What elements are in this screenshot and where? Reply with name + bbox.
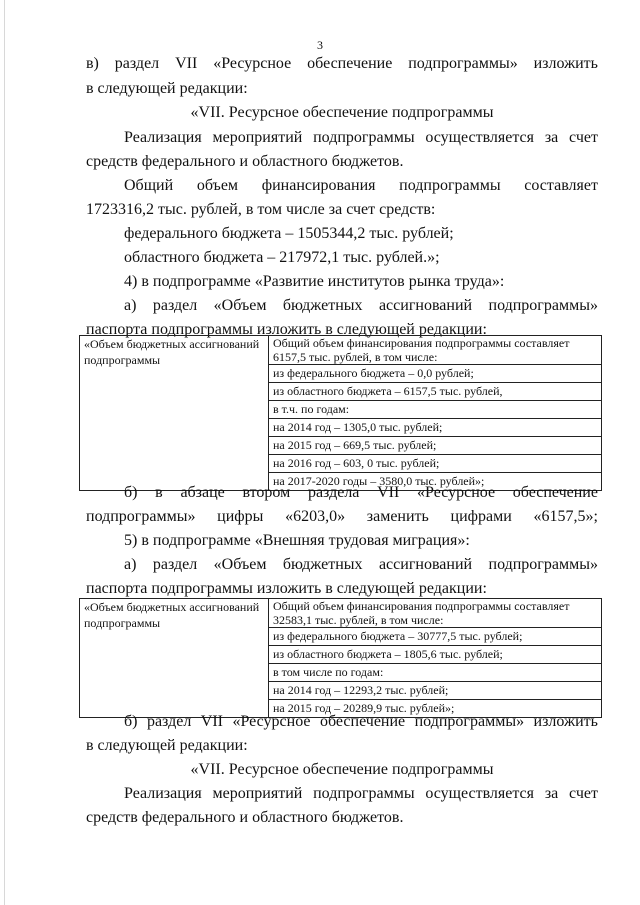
passport-table-2 [79, 598, 602, 718]
table-1-row: на 2014 год – 1305,0 тыс. рублей; [269, 419, 601, 437]
para-11-line-1 [124, 712, 598, 732]
page-number: 3 [317, 38, 323, 52]
para-8-line-2 [86, 507, 598, 527]
para-10-line-1 [124, 555, 598, 575]
word: VII [175, 55, 198, 72]
word: абзаце [180, 484, 225, 501]
para-9: 5) в подпрограмме «Внешняя трудовая миграция»: [124, 532, 470, 549]
word: объем [196, 177, 239, 194]
word: за [544, 785, 559, 802]
para-3-line-1 [124, 176, 598, 196]
table-1-right-cell [269, 336, 602, 491]
word: б) [124, 484, 138, 501]
para-2-line-2: средств федерального и областного бюджетов. [86, 153, 404, 170]
word: подпрограммы» [86, 508, 196, 525]
word: составляет [524, 177, 598, 194]
word: подпрограммы» [488, 297, 598, 314]
word: «6157,5»; [533, 508, 598, 525]
word: обеспечение [319, 713, 406, 730]
word: подпрограммы» [408, 55, 518, 72]
word: бюджетных [282, 556, 363, 573]
word: подпрограммы [399, 177, 501, 194]
word: раздел [114, 55, 160, 72]
para-12-line-1 [124, 784, 598, 804]
word: подпрограммы» [488, 556, 598, 573]
word: ассигнований [378, 297, 473, 314]
table-2-row: в том числе по годам: [269, 664, 601, 682]
word: Реализация [124, 129, 202, 146]
table-2-row: Общий объем финансирования подпрограммы составляет 32583,1 тыс. рублей, в том числе: [269, 599, 601, 628]
para-6: 4) в подпрограмме «Развитие институтов рынка труда»: [124, 273, 505, 290]
word: финансирования [261, 177, 376, 194]
para-10-line-2: паспорта подпрограммы изложить в следующей редакции: [86, 580, 487, 597]
section-heading-1: «VII. Ресурсное обеспечение подпрограммы [190, 104, 494, 121]
scan-edge-line [4, 0, 5, 905]
table-1-row: на 2017-2020 годы – 3580,0 тыс. рублей»; [273, 474, 485, 488]
word: а) [124, 556, 137, 573]
para-4: федерального бюджета – 1505344,2 тыс. рублей; [124, 225, 454, 242]
table-2-left-cell: «Объем бюджетных ассигнований подпрограммы [80, 599, 269, 718]
word: «Ресурсное [213, 55, 292, 72]
word: цифрами [450, 508, 512, 525]
para-11-line-2: в следующей редакции: [86, 737, 248, 754]
para-7-line-1 [124, 296, 598, 316]
passport-table-1 [79, 335, 602, 491]
word: изложить [533, 55, 598, 72]
word: «6203,0» [285, 508, 346, 525]
word: б) [124, 713, 138, 730]
word: VII [377, 484, 400, 501]
table-2-right-cell [269, 599, 602, 718]
word: «Объем [213, 297, 267, 314]
table-1-row: на 2016 год – 603, 0 тыс. рублей; [269, 455, 601, 473]
table-2-row: на 2015 год – 20289,9 тыс. рублей»; [273, 701, 455, 715]
para-1-line-1 [86, 54, 598, 74]
table-2-row: на 2014 год – 12293,2 тыс. рублей; [269, 682, 601, 700]
table-1-row: на 2015 год – 669,5 тыс. рублей; [269, 437, 601, 455]
word: ассигнований [378, 556, 473, 573]
table-1-row: из федерального бюджета – 0,0 рублей; [269, 365, 601, 383]
table-1-row: в т.ч. по годам: [269, 401, 601, 419]
table-1-left-cell: «Объем бюджетных ассигнований подпрограммы [80, 336, 269, 491]
word: «Объем [213, 556, 267, 573]
word: Общий [124, 177, 174, 194]
word: мероприятий [212, 785, 303, 802]
word: в) [86, 55, 99, 72]
word: раздел [152, 556, 198, 573]
table-1-row: Общий объем финансирования подпрограммы составляет 6157,5 тыс. рублей, в том числе: [269, 336, 601, 365]
word: «Ресурсное [232, 713, 311, 730]
para-12-line-2: средств федерального и областного бюджетов. [86, 809, 404, 826]
word: счет [569, 785, 598, 802]
table-2-row: из федерального бюджета – 30777,5 тыс. рублей; [269, 628, 601, 646]
word: обеспечение [307, 55, 393, 72]
word: раздел [146, 713, 192, 730]
word: подпрограммы» [414, 713, 525, 730]
word: VII [200, 713, 223, 730]
para-8-line-1 [124, 483, 598, 503]
para-7-line-2: паспорта подпрограммы изложить в следующей редакции: [86, 321, 487, 338]
para-2-line-1 [124, 128, 598, 148]
word: раздел [152, 297, 198, 314]
word: изложить [533, 713, 598, 730]
para-5: областного бюджета – 217972,1 тыс. рублей.»; [124, 249, 440, 266]
word: подпрограммы [313, 129, 415, 146]
word: Реализация [124, 785, 202, 802]
word: втором [242, 484, 291, 501]
word: обеспечение [512, 484, 598, 501]
word: заменить [366, 508, 429, 525]
word: в [155, 484, 163, 501]
para-1-line-2: в следующей редакции: [86, 80, 248, 97]
section-heading-2: «VII. Ресурсное обеспечение подпрограммы [190, 761, 494, 778]
word: мероприятий [212, 129, 303, 146]
word: осуществляется [425, 129, 535, 146]
word: бюджетных [282, 297, 363, 314]
word: а) [124, 297, 137, 314]
table-2-row: из областного бюджета – 1805,6 тыс. рублей; [269, 646, 601, 664]
word: осуществляется [425, 785, 535, 802]
word: счет [569, 129, 598, 146]
table-1-row: из областного бюджета – 6157,5 тыс. рублей, [269, 383, 601, 401]
word: раздела [307, 484, 360, 501]
word: подпрограммы [313, 785, 415, 802]
para-3-line-2: 1723316,2 тыс. рублей, в том числе за счет средств: [86, 201, 436, 218]
word: «Ресурсное [417, 484, 496, 501]
word: цифры [217, 508, 264, 525]
word: за [544, 129, 559, 146]
